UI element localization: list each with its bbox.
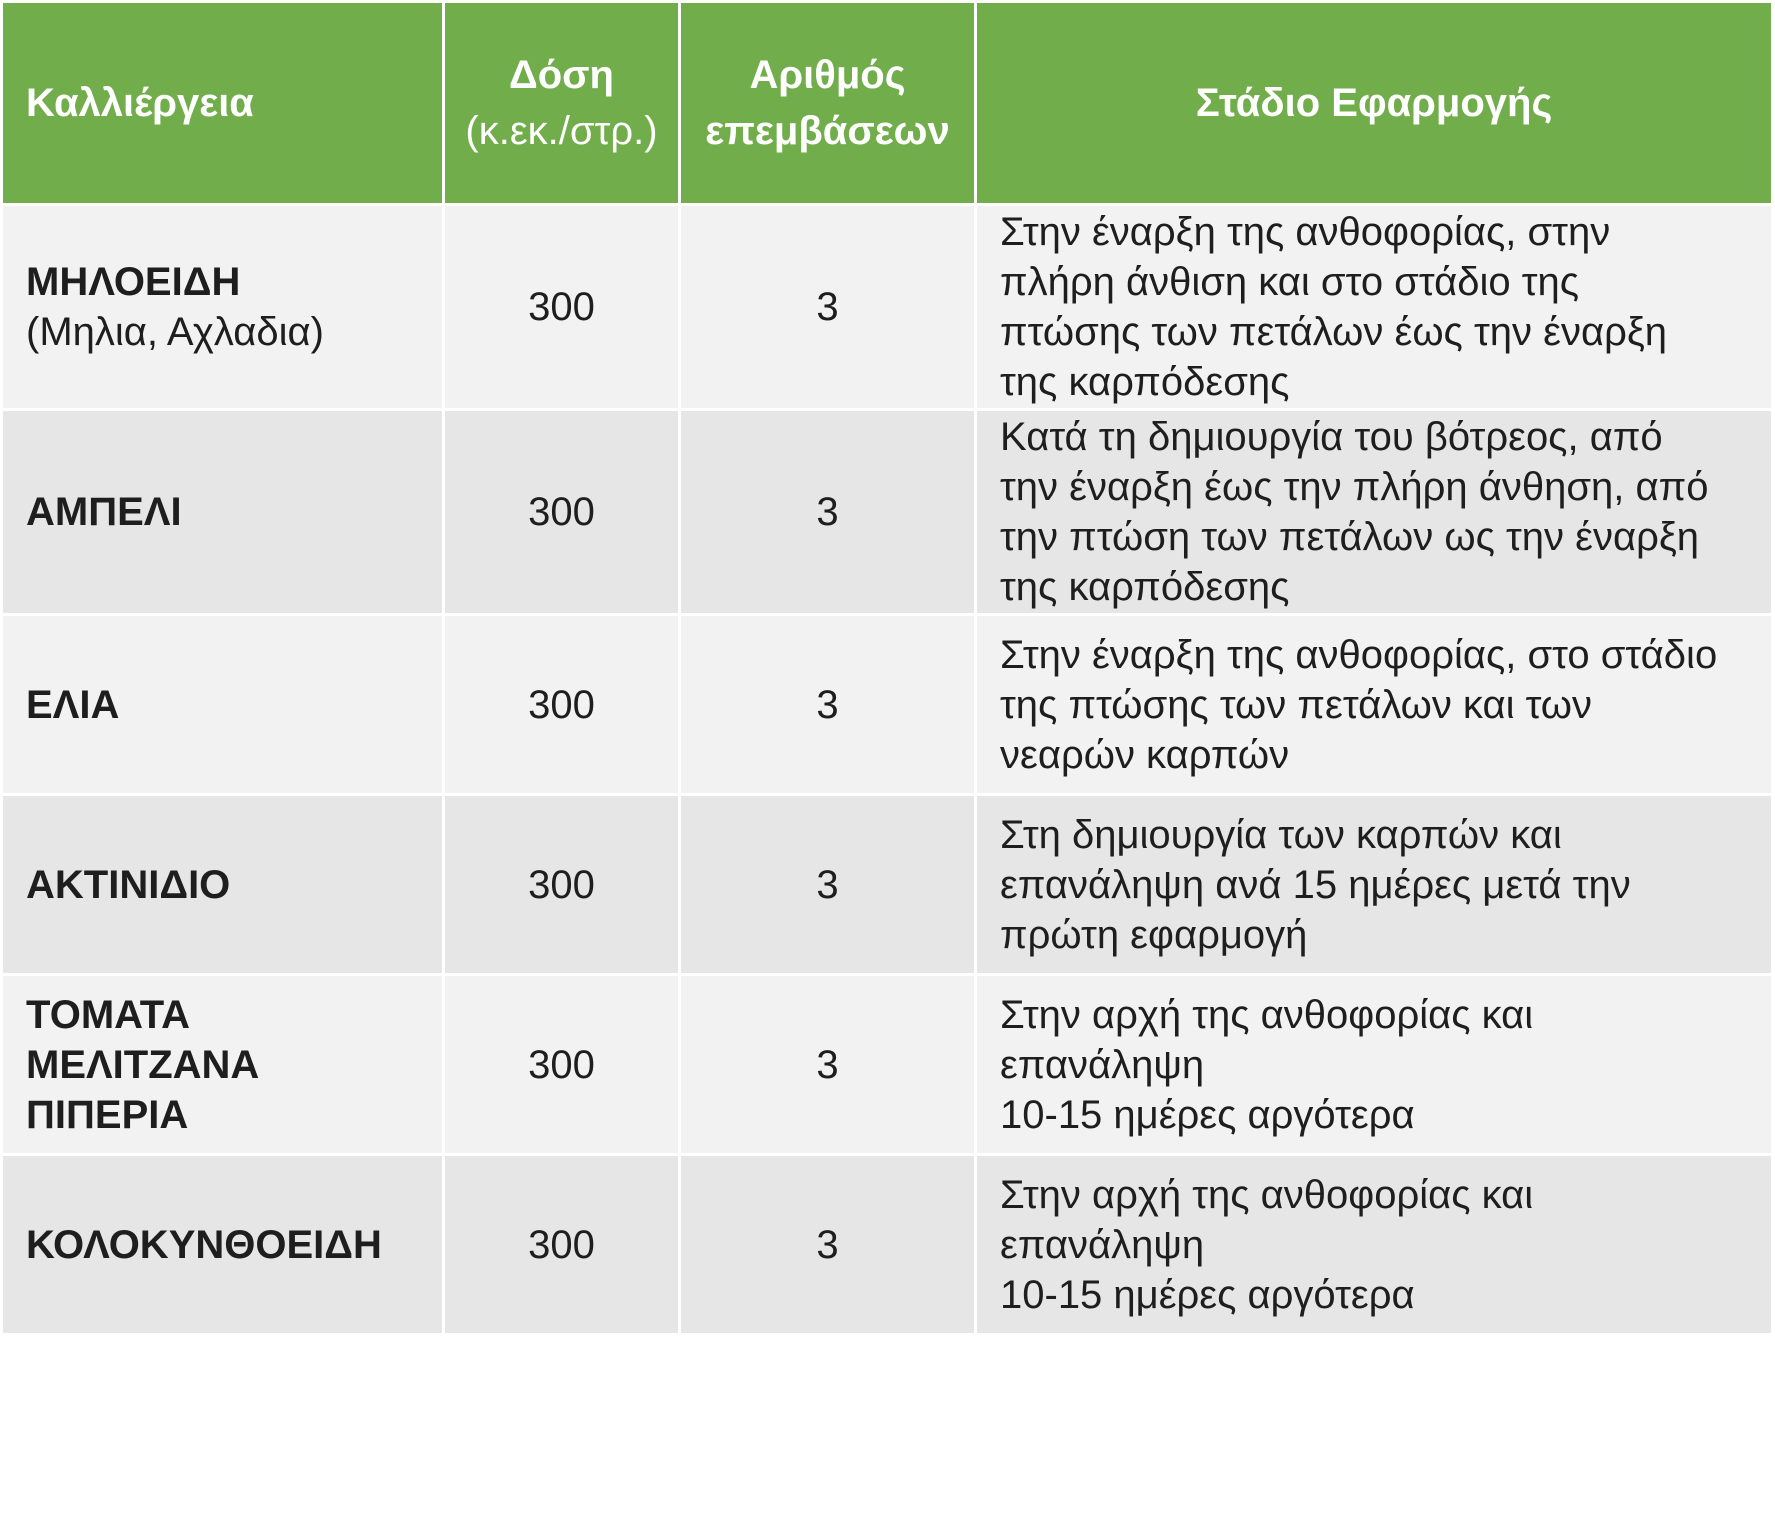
cell-applications: 3 — [681, 1156, 977, 1336]
cell-crop — [3, 206, 445, 411]
cell-dose: 300 — [445, 976, 681, 1156]
header-dose-unit: (κ.εκ./στρ.) — [465, 109, 658, 153]
cell-dose: 300 — [445, 206, 681, 411]
cell-dose: 300 — [445, 411, 681, 616]
cell-applications: 3 — [681, 796, 977, 976]
cell-applications: 3 — [681, 206, 977, 411]
header-dose — [445, 3, 681, 206]
crop-name: ΤΟΜΑΤΑ ΜΕΛΙΤΖΑΝΑ ΠΙΠΕΡΙΑ — [26, 992, 260, 1137]
table-body — [3, 206, 1771, 1336]
cell-stage: Στην έναρξη της ανθοφορίας, στο στάδιο της πτώσης των πετάλων και των νεαρών καρπών — [977, 616, 1771, 796]
header-applications — [681, 3, 977, 206]
header-dose-label: Δόση — [509, 53, 614, 97]
cell-stage: Κατά τη δημιουργία του βότρεος, από την έναρξη έως την πλήρη άνθηση, από την πτώση των πετάλων ως την έναρξη της καρπόδεσης — [977, 411, 1771, 616]
table-row — [3, 616, 1771, 796]
crop-note: (Μηλια, Αχλαδια) — [26, 310, 324, 354]
table-row — [3, 1156, 1771, 1336]
table-header — [3, 3, 1771, 206]
crop-name: ΑΜΠΕΛΙ — [26, 490, 182, 534]
cell-crop — [3, 1156, 445, 1336]
header-crop — [3, 3, 445, 206]
cell-stage: Στην αρχή της ανθοφορίας και επανάληψη 10-15 ημέρες αργότερα — [977, 976, 1771, 1156]
cell-stage: Στη δημιουργία των καρπών και επανάληψη ανά 15 ημέρες μετά την πρώτη εφαρμογή — [977, 796, 1771, 976]
cell-dose: 300 — [445, 616, 681, 796]
cell-crop — [3, 976, 445, 1156]
cell-dose: 300 — [445, 1156, 681, 1336]
cell-applications: 3 — [681, 976, 977, 1156]
table-row — [3, 796, 1771, 976]
header-applications-label: Αριθμός επεμβάσεων — [705, 53, 950, 153]
table-row — [3, 206, 1771, 411]
crop-name: ΚΟΛΟΚΥΝΘΟΕΙΔΗ — [26, 1222, 382, 1267]
cell-applications: 3 — [681, 411, 977, 616]
header-stage-label: Στάδιο Εφαρμογής — [1195, 81, 1553, 125]
cell-crop — [3, 796, 445, 976]
table-row — [3, 976, 1771, 1156]
cell-crop — [3, 616, 445, 796]
cell-crop — [3, 411, 445, 616]
cell-stage: Στην αρχή της ανθοφορίας και επανάληψη 10-15 ημέρες αργότερα — [977, 1156, 1771, 1336]
cell-stage: Στην έναρξη της ανθοφορίας, στην πλήρη άνθιση και στο στάδιο της πτώσης των πετάλων έως την έναρξη της καρπόδεσης — [977, 206, 1771, 411]
header-crop-label: Καλλιέργεια — [26, 81, 254, 125]
application-table — [3, 3, 1771, 1336]
crop-name: ΑΚΤΙΝΙΔΙΟ — [26, 862, 231, 907]
header-stage — [977, 3, 1771, 206]
crop-name: ΜΗΛΟΕΙΔΗ — [26, 260, 241, 304]
cell-applications: 3 — [681, 616, 977, 796]
header-row — [3, 3, 1771, 206]
table-row — [3, 411, 1771, 616]
cell-dose: 300 — [445, 796, 681, 976]
crop-name: ΕΛΙΑ — [26, 682, 120, 727]
application-table-container — [3, 3, 1771, 1336]
